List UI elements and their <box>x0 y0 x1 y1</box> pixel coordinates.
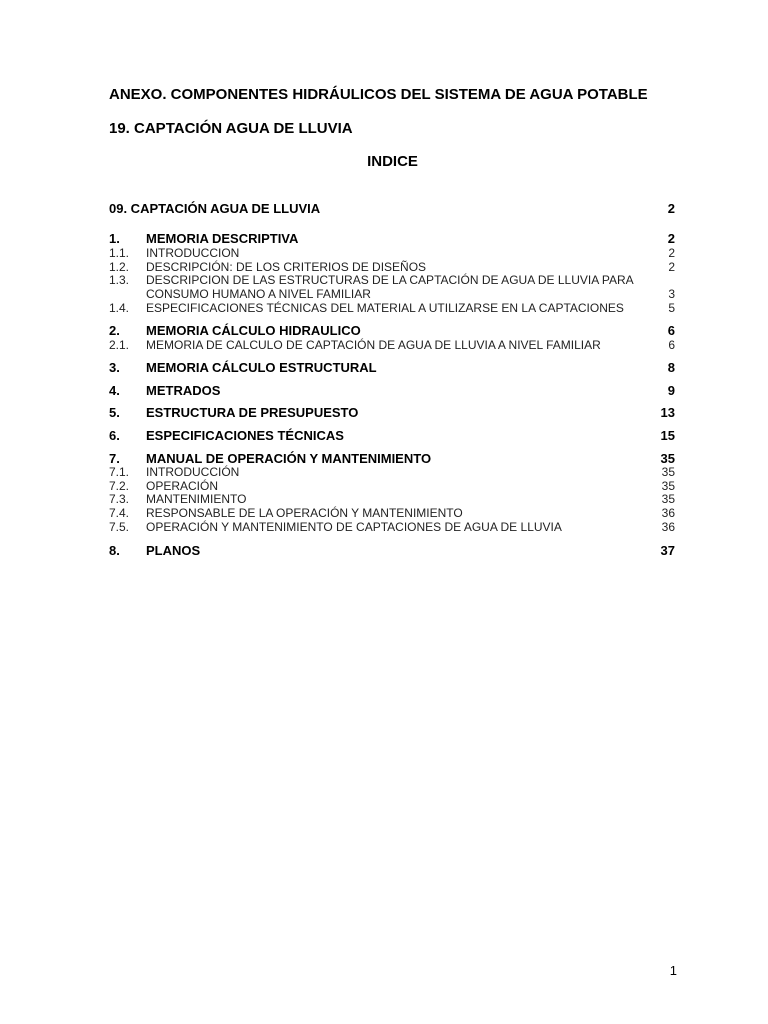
toc-entry-page: 6 <box>668 338 675 352</box>
toc-entry-number: 1.1. <box>109 246 130 260</box>
toc-entry-number: 7.1. <box>109 465 130 479</box>
toc-subentry[interactable] <box>109 521 675 535</box>
toc-entry-number: 4. <box>109 383 120 398</box>
index-title: INDICE <box>367 153 418 170</box>
toc-entry-text: DESCRIPCIÓN: DE LOS CRITERIOS DE DISEÑOS <box>146 260 427 274</box>
toc-entry-text: CONSUMO HUMANO A NIVEL FAMILIAR <box>146 287 371 301</box>
toc-entry-number: 7.3. <box>109 492 130 506</box>
toc-entry-text: PLANOS <box>146 543 201 558</box>
toc-entry-text: MEMORIA CÁLCULO ESTRUCTURAL <box>146 360 377 375</box>
toc-entry-number: 6. <box>109 428 120 443</box>
toc-entry-text: MEMORIA CÁLCULO HIDRAULICO <box>146 323 361 338</box>
toc-entry-number: 5. <box>109 405 120 420</box>
toc-entry-number: 8. <box>109 543 120 558</box>
toc-entry-text: OPERACIÓN Y MANTENIMIENTO DE CAPTACIONES DE AGUA DE LLUVIA <box>146 520 562 534</box>
toc-subentry[interactable] <box>109 339 675 353</box>
toc-entry-text: INTRODUCCIÓN <box>146 465 240 479</box>
toc-entry-text: MANTENIMIENTO <box>146 492 247 506</box>
toc-entry-page: 5 <box>668 301 675 315</box>
toc-entry-page: 2 <box>667 201 675 216</box>
toc-entry-number: 1. <box>109 231 120 246</box>
toc-entry[interactable] <box>109 324 675 338</box>
toc-entry-text: DESCRIPCION DE LAS ESTRUCTURAS DE LA CAPTACIÓN DE AGUA DE LLUVIA PARA <box>146 273 634 287</box>
toc-entry-page: 35 <box>661 465 675 479</box>
toc-entry[interactable] <box>109 202 675 216</box>
toc-entry-page: 36 <box>661 520 675 534</box>
toc-entry[interactable] <box>109 429 675 443</box>
toc-entry-number: 7.2. <box>109 479 130 493</box>
toc-entry-page: 9 <box>667 383 675 398</box>
toc-entry-page: 35 <box>661 492 675 506</box>
toc-entry-page: 15 <box>660 428 675 443</box>
toc-subentry[interactable] <box>109 493 675 507</box>
toc-entry-text: MANUAL DE OPERACIÓN Y MANTENIMIENTO <box>146 451 432 466</box>
toc-entry-page: 6 <box>667 323 675 338</box>
toc-entry-number: 1.3. <box>109 273 130 287</box>
toc-entry-number: 7. <box>109 451 120 466</box>
toc-entry-number: 3. <box>109 360 120 375</box>
toc-entry[interactable] <box>109 232 675 246</box>
toc-entry-number: 7.5. <box>109 520 130 534</box>
toc-subentry[interactable] <box>109 466 675 480</box>
toc-subentry[interactable] <box>109 247 675 261</box>
toc-entry-text: OPERACIÓN <box>146 479 219 493</box>
toc-entry-number: 7.4. <box>109 506 130 520</box>
toc-entry-text: 09. CAPTACIÓN AGUA DE LLUVIA <box>109 201 321 216</box>
toc-entry-number: 1.4. <box>109 301 130 315</box>
toc-entry-page: 35 <box>660 451 675 466</box>
toc-entry[interactable] <box>109 361 675 375</box>
toc-entry-text: ESPECIFICACIONES TÉCNICAS <box>146 428 344 443</box>
toc-entry-page: 2 <box>668 246 675 260</box>
toc-entry-page: 2 <box>667 231 675 246</box>
toc-entry-text: INTRODUCCION <box>146 246 240 260</box>
toc-entry-text: RESPONSABLE DE LA OPERACIÓN Y MANTENIMIENTO <box>146 506 463 520</box>
page-number: 1 <box>669 963 677 978</box>
toc-subentry-continued[interactable] <box>109 288 675 302</box>
toc-subentry[interactable] <box>109 274 675 288</box>
section-title: 19. CAPTACIÓN AGUA DE LLUVIA <box>109 120 353 137</box>
toc-subentry[interactable] <box>109 302 675 316</box>
toc-entry-text: MEMORIA DESCRIPTIVA <box>146 231 299 246</box>
toc-subentry[interactable] <box>109 507 675 521</box>
toc-entry-page: 13 <box>660 405 675 420</box>
document-title: ANEXO. COMPONENTES HIDRÁULICOS DEL SISTEMA DE AGUA POTABLE <box>109 86 648 103</box>
toc-entry-page: 3 <box>668 287 675 301</box>
toc-entry-page: 35 <box>661 479 675 493</box>
toc-entry-page: 2 <box>668 260 675 274</box>
toc-entry-text: ESTRUCTURA DE PRESUPUESTO <box>146 405 359 420</box>
toc-entry[interactable] <box>109 384 675 398</box>
toc-entry-number: 2.1. <box>109 338 130 352</box>
toc-entry[interactable] <box>109 452 675 466</box>
toc-entry-page: 8 <box>667 360 675 375</box>
toc-entry-number: 2. <box>109 323 120 338</box>
toc-entry-page: 36 <box>661 506 675 520</box>
toc-entry[interactable] <box>109 544 675 558</box>
toc-entry-text: METRADOS <box>146 383 221 398</box>
toc-entry-page: 37 <box>660 543 675 558</box>
toc-entry-text: MEMORIA DE CALCULO DE CAPTACIÓN DE AGUA DE LLUVIA A NIVEL FAMILIAR <box>146 338 601 352</box>
toc-entry-text: ESPECIFICACIONES TÉCNICAS DEL MATERIAL A UTILIZARSE EN LA CAPTACIONES <box>146 301 624 315</box>
toc-entry[interactable] <box>109 406 675 420</box>
toc-entry-number: 1.2. <box>109 260 130 274</box>
